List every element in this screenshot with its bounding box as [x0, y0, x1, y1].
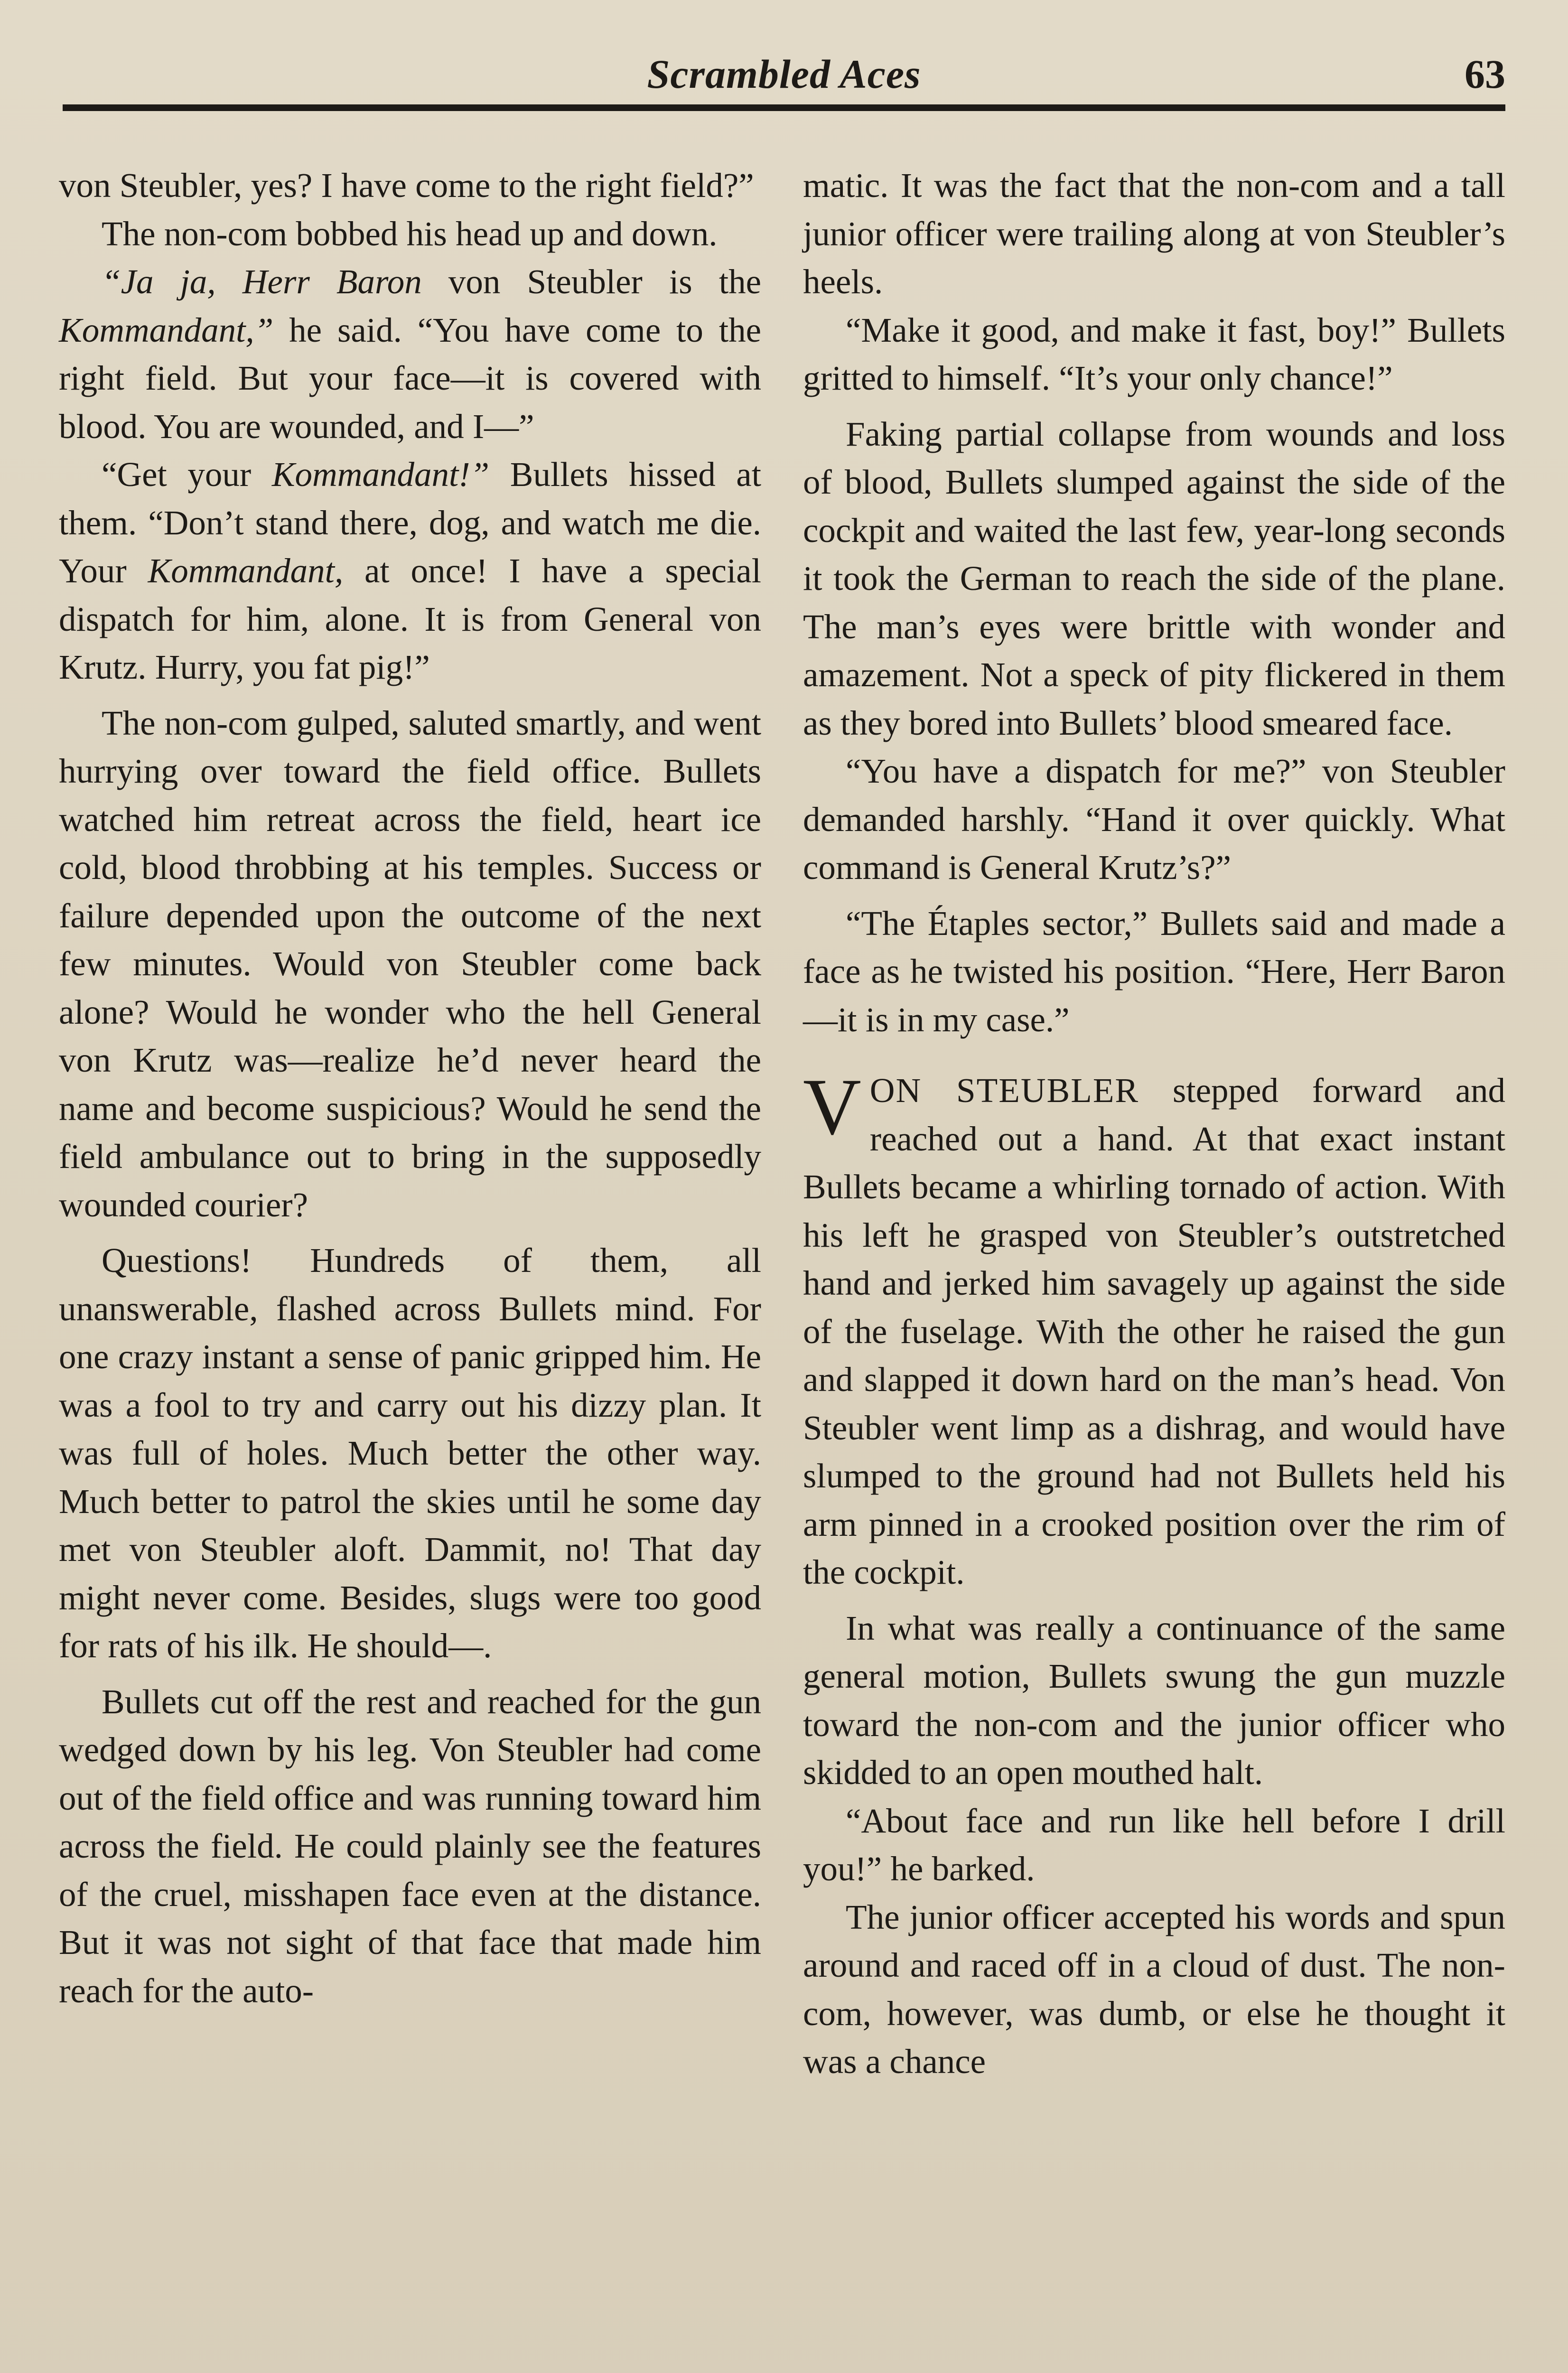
left-column	[59, 161, 761, 2015]
paragraph: “Ja ja, Herr Baron von Steubler is the Kommandant,” he said. “You have come to the right field. But your face—it is covered with blood. You are wounded, and I—”	[59, 262, 761, 446]
story-title: Scrambled Aces	[647, 51, 921, 97]
paragraph: “About face and run like hell before I drill you!” he barked.	[803, 1801, 1505, 1888]
paragraph: The junior officer accepted his words and spun around and raced off in a cloud of dust. The non-com, however, was dumb, or else he thought it was a chance	[803, 1897, 1505, 2081]
right-column	[803, 161, 1505, 2086]
paragraph: “Make it good, and make it fast, boy!” Bullets gritted to himself. “It’s your only chance!”	[803, 310, 1505, 397]
paragraph: matic. It was the fact that the non-com and a tall junior officer were trailing along at von Steubler’s heels.	[803, 166, 1505, 301]
paragraph: VON STEUBLER stepped forward and reached out a hand. At that exact instant Bullets became a whirling tornado of action. With his left he grasped von Steubler’s outstretched hand and jerked him savagely up against the side of the fuselage. With the other he raised the gun and slapped it down hard on the man’s head. Von Steubler went limp as a dishrag, and would have slumped to the ground had not Bullets held his arm pinned in a crooked position over the rim of the cockpit.	[803, 1062, 1505, 1591]
paragraph: “You have a dispatch for me?” von Steubler demanded harshly. “Hand it over quickly. What command is General Krutz’s?”	[803, 752, 1505, 887]
paragraph: In what was really a continuance of the same general motion, Bullets swung the gun muzzle toward the non-com and the junior officer who skidded to an open mouthed halt.	[803, 1608, 1505, 1792]
running-header	[63, 46, 1505, 103]
page-number: 63	[1465, 51, 1505, 97]
paragraph: “The Étaples sector,” Bullets said and made a face as he twisted his position. “Here, Herr Baron—it is in my case.”	[803, 904, 1505, 1039]
paragraph: The non-com bobbed his head up and down.	[102, 214, 718, 253]
paragraph: The non-com gulped, saluted smartly, and went hurrying over toward the field office. Bullets watched him retreat across the field, heart ice cold, blood throbbing at his temples. Success or failure depended upon the outcome of the next few minutes. Would von Steubler come back alone? Would he wonder who the hell General von Krutz was—realize he’d never heard the name and become suspicious? Would he send the field ambulance out to bring in the supposedly wounded courier?	[59, 703, 761, 1224]
header-rule	[63, 104, 1505, 111]
paragraph: von Steubler, yes? I have come to the right field?”	[59, 166, 754, 205]
paragraph: “Get your Kommandant!” Bullets hissed at them. “Don’t stand there, dog, and watch me die. Your Kommandant, at once! I have a special dispatch for him, alone. It is from General von Krutz. Hurry, you fat pig!”	[59, 455, 761, 686]
paragraph: Bullets cut off the rest and reached for the gun wedged down by his leg. Von Steubler had come out of the field office and was running toward him across the field. He could plainly see the features of the cruel, misshapen face even at the distance. But it was not sight of that face that made him reach for the auto-	[59, 1682, 761, 2010]
paragraph: Questions! Hundreds of them, all unanswerable, flashed across Bullets mind. For one crazy instant a sense of panic gripped him. He was a fool to try and carry out his dizzy plan. It was full of holes. Much better the other way. Much better to patrol the skies until he some day met von Steubler aloft. Dammit, no! That day might never come. Besides, slugs were too good for rats of his ilk. He should—.	[59, 1241, 761, 1665]
paragraph: Faking partial collapse from wounds and loss of blood, Bullets slumped against the side of the cockpit and waited the last few, year-long seconds it took the German to reach the side of the plane. The man’s eyes were brittle with wonder and amazement. Not a speck of pity flickered in them as they bored into Bullets’ blood smeared face.	[803, 414, 1505, 742]
